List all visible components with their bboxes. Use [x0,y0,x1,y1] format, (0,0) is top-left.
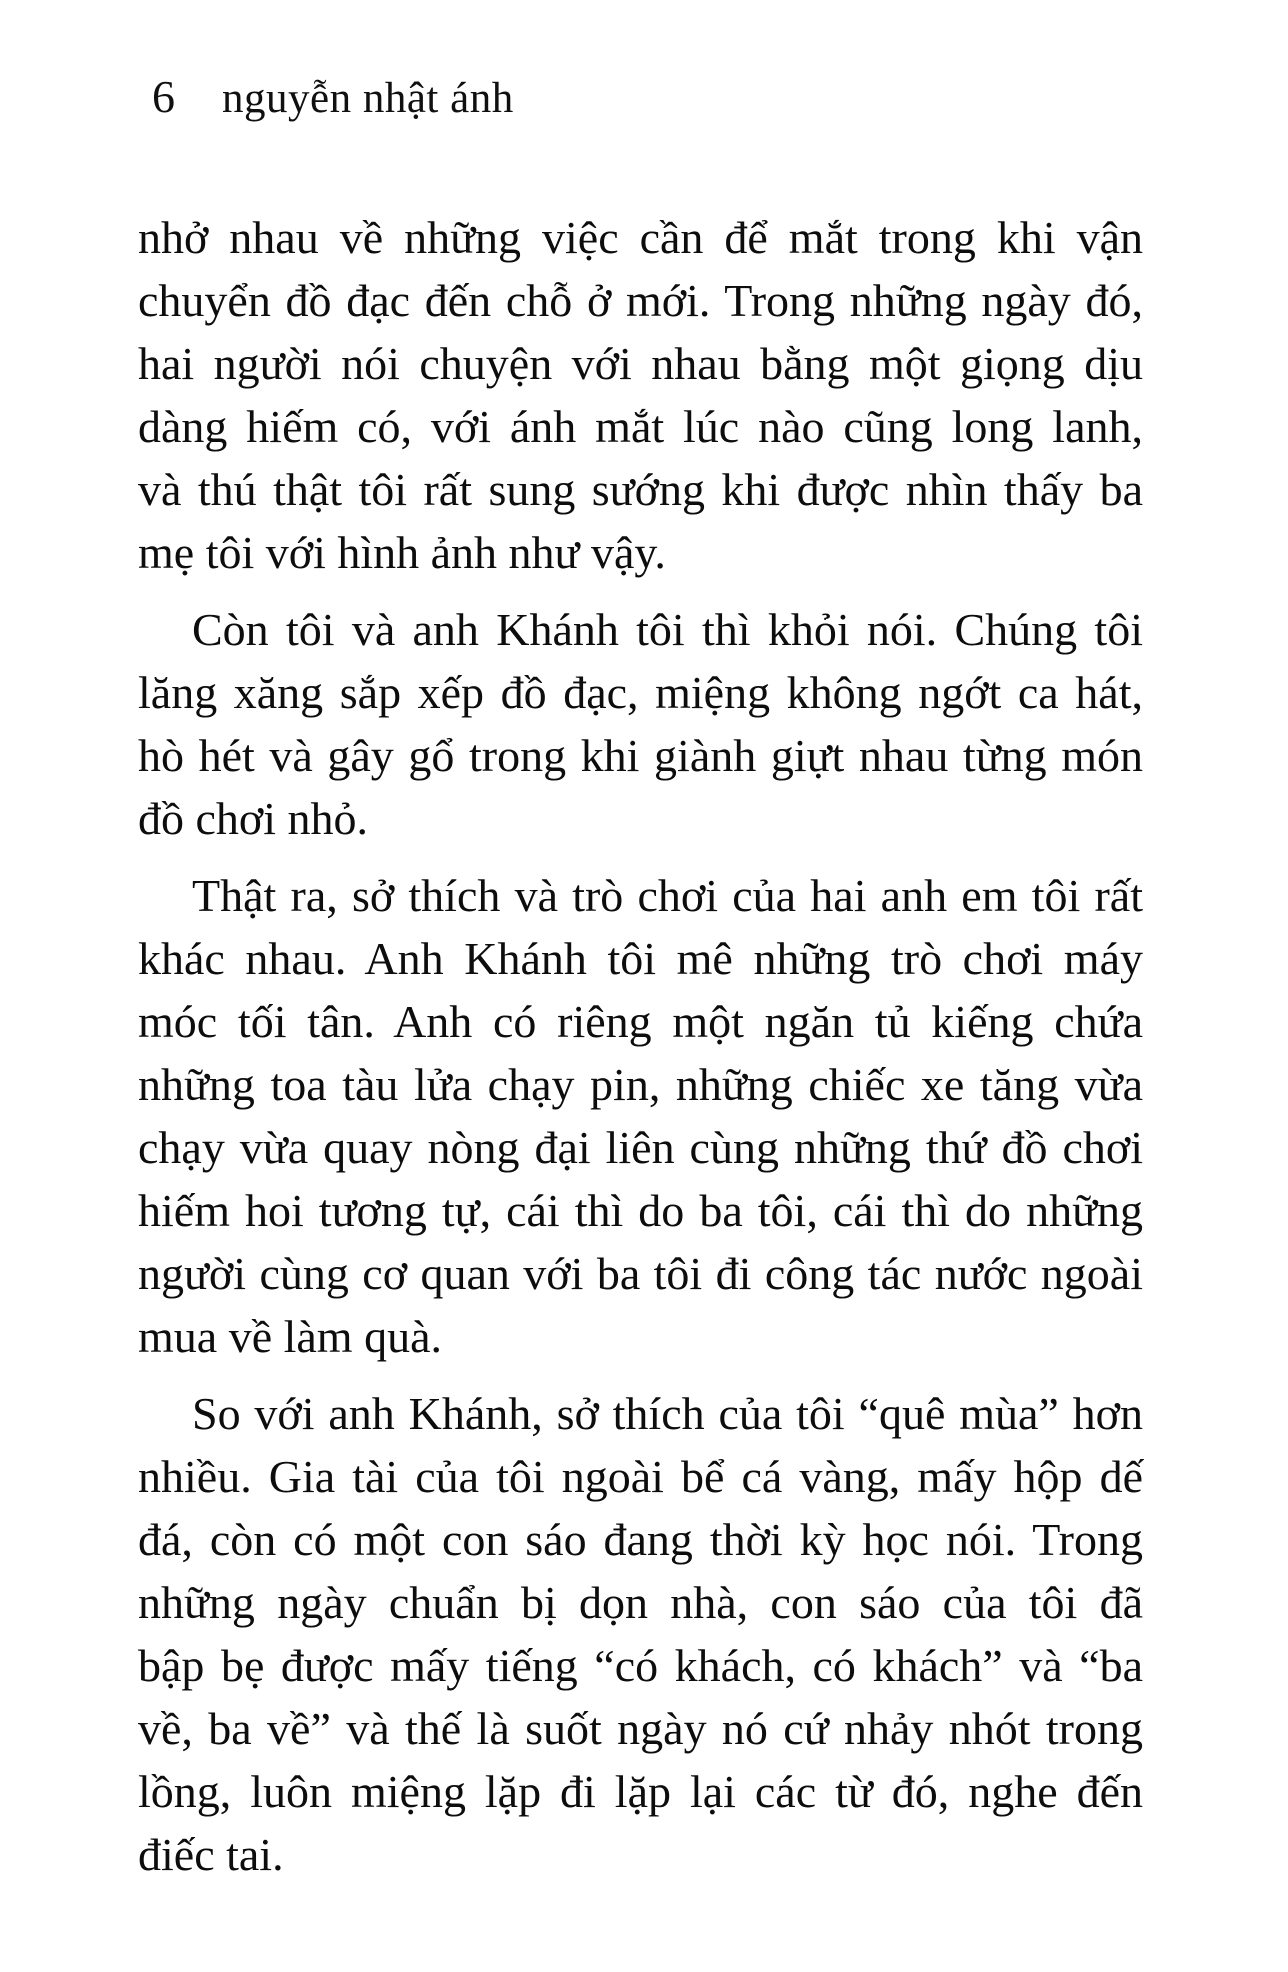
text-line: chạy vừa quay nòng đại liên cùng những thứ đồ chơi [138,1122,1143,1173]
text-line: đồ chơi nhỏ. [138,793,369,844]
text-line: mẹ tôi với hình ảnh như vậy. [138,527,666,578]
text-line: đá, còn có một con sáo đang thời kỳ học nói. Trong [138,1514,1143,1565]
text-line: hò hét và gây gổ trong khi giành giựt nhau từng món [138,730,1143,781]
page-number: 6 [152,71,175,122]
text-line: móc tối tân. Anh có riêng một ngăn tủ kiếng chứa [138,996,1143,1047]
text-line: hai người nói chuyện với nhau bằng một giọng dịu [138,338,1143,389]
text-line: về, ba về” và thế là suốt ngày nó cứ nhảy nhót trong [138,1703,1143,1754]
page-header [152,71,1288,122]
text-line: và thú thật tôi rất sung sướng khi được nhìn thấy ba [138,464,1143,515]
text-line: Còn tôi và anh Khánh tôi thì khỏi nói. Chúng tôi [192,604,1143,655]
text-line: hiếm hoi tương tự, cái thì do ba tôi, cái thì do những [138,1185,1143,1236]
text-line: khác nhau. Anh Khánh tôi mê những trò chơi máy [138,933,1143,984]
text-line: chuyển đồ đạc đến chỗ ở mới. Trong những ngày đó, [138,275,1143,326]
text-line: những toa tàu lửa chạy pin, những chiếc xe tăng vừa [138,1059,1143,1110]
paragraph [138,864,1143,1368]
page-text [138,206,1143,1886]
text-line: mua về làm quà. [138,1311,443,1362]
text-line: lăng xăng sắp xếp đồ đạc, miệng không ngớt ca hát, [138,667,1143,718]
text-line: So với anh Khánh, sở thích của tôi “quê mùa” hơn [192,1388,1143,1439]
paragraph [138,598,1143,850]
text-line: người cùng cơ quan với ba tôi đi công tác nước ngoài [138,1248,1143,1299]
text-line: lồng, luôn miệng lặp đi lặp lại các từ đó, nghe đến [138,1766,1143,1817]
running-header-author: nguyễn nhật ánh [222,75,514,122]
text-line: điếc tai. [138,1829,284,1880]
text-line: bập bẹ được mấy tiếng “có khách, có khách” và “ba [138,1640,1143,1691]
text-line: dàng hiếm có, với ánh mắt lúc nào cũng long lanh, [138,401,1143,452]
text-line: nhở nhau về những việc cần để mắt trong khi vận [138,212,1143,263]
paragraph [138,1382,1143,1886]
text-line: nhiều. Gia tài của tôi ngoài bể cá vàng, mấy hộp dế [138,1451,1143,1502]
text-line: những ngày chuẩn bị dọn nhà, con sáo của tôi đã [138,1577,1143,1628]
text-line: Thật ra, sở thích và trò chơi của hai anh em tôi rất [192,870,1143,921]
paragraph [138,206,1143,584]
